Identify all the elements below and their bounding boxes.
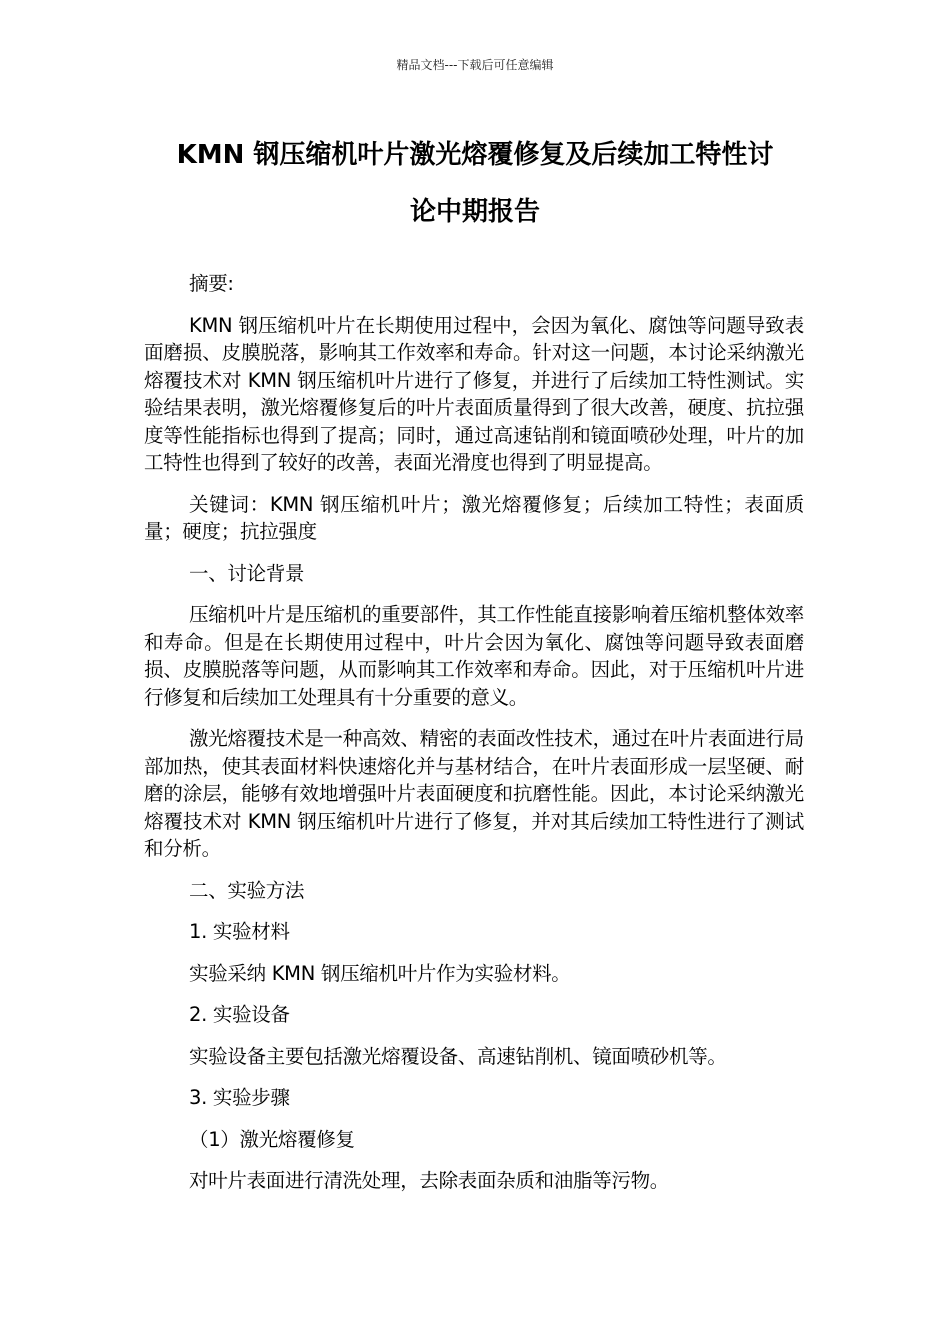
abstract-label: 摘要:: [189, 272, 234, 295]
section-1-paragraph-1: 压缩机叶片是压缩机的重要部件，其工作性能直接影响着压缩机整体效率和寿命。但是在长期使用过程中，叶片会因为氧化、腐蚀等问题导致表面磨损、皮膜脱落等问题，从而影响其工作效率和寿命。因此，对于压缩机叶片进行修复和后续加工处理具有十分重要的意义。: [144, 603, 804, 709]
item-2-heading: 2. 实验设备: [189, 1003, 290, 1026]
document-body: [144, 270, 804, 1209]
step-1-text: 对叶片表面进行清洗处理，去除表面杂质和油脂等污物。: [189, 1169, 670, 1192]
section-1-heading: 一、讨论背景: [189, 561, 305, 585]
item-3-heading: 3. 实验步骤: [189, 1086, 290, 1109]
item-1-heading: 1. 实验材料: [189, 920, 290, 943]
header-note: 精品文档---下载后可任意编辑: [396, 58, 554, 72]
document-title-line-1: KMN 钢压缩机叶片激光熔覆修复及后续加工特性讨: [176, 140, 774, 170]
item-2-text: 实验设备主要包括激光熔覆设备、高速钻削机、镜面喷砂机等。: [189, 1044, 727, 1068]
abstract-paragraph: KMN 钢压缩机叶片在长期使用过程中，会因为氧化、腐蚀等问题导致表面磨损、皮膜脱落，影响其工作效率和寿命。针对这一问题，本讨论采纳激光熔覆技术对 KMN 钢压缩机叶片进行了修复，并进行了后续加工特性测试。实验结果表明，激光熔覆修复后的叶片表面质量得到了很大改善，硬度、抗拉强度等性能指标也得到了提高；同时，通过高速钻削和镜面喷砂处理，叶片的加工特性也得到了较好的改善，表面光滑度也得到了明显提高。: [144, 313, 804, 474]
section-1-paragraph-2: 激光熔覆技术是一种高效、精密的表面改性技术，通过在叶片表面进行局部加热，使其表面材料快速熔化并与基材结合，在叶片表面形成一层坚硬、耐磨的涂层，能够有效地增强叶片表面硬度和抗磨性能。因此，本讨论采纳激光熔覆技术对 KMN 钢压缩机叶片进行了修复，并对其后续加工特性进行了测试和分析。: [144, 727, 804, 860]
document-title-line-2: 论中期报告: [409, 197, 540, 227]
section-2-heading: 二、实验方法: [189, 878, 305, 902]
item-1-text: 实验采纳 KMN 钢压缩机叶片作为实验材料。: [189, 961, 571, 985]
step-1-heading: （1）激光熔覆修复: [189, 1127, 355, 1151]
keywords-paragraph: 关键词：KMN 钢压缩机叶片；激光熔覆修复；后续加工特性；表面质量；硬度；抗拉强度: [144, 492, 804, 543]
